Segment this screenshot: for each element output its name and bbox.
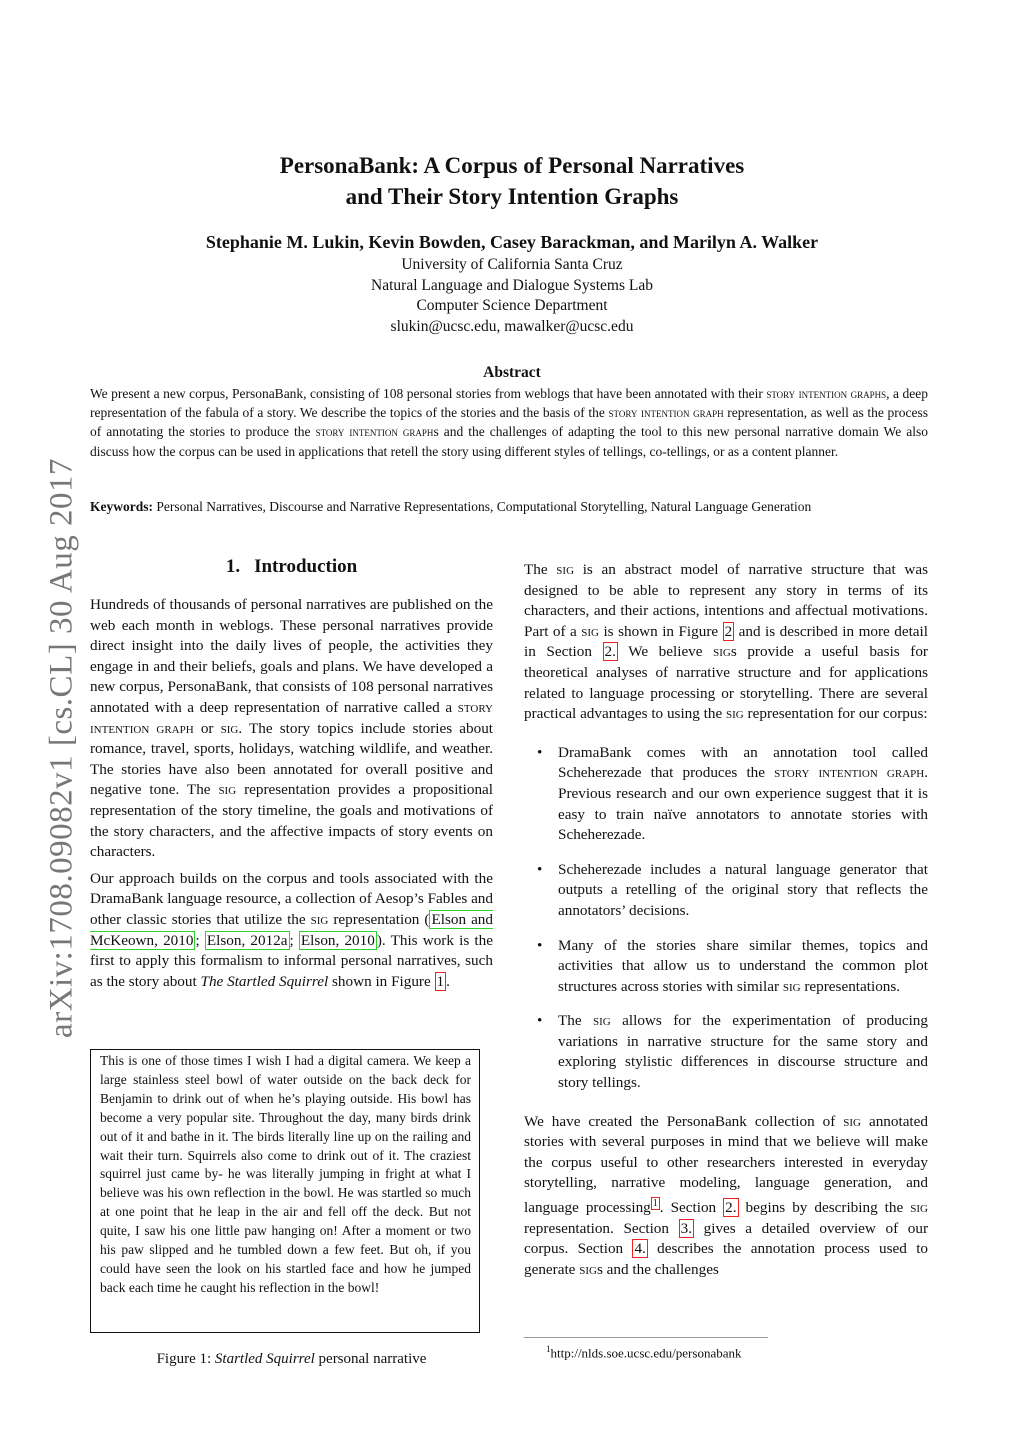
section-title: Introduction [254, 556, 358, 577]
list-item [524, 743, 928, 846]
abstract-part: representation, as well as the process of annotating the stories to produce the [90, 405, 928, 440]
footnote-url[interactable]: http://nlds.soe.ucsc.edu/personabank [550, 1345, 742, 1361]
term-sig: sig [556, 561, 575, 578]
citation-link[interactable]: Elson and McKeown, 2010 [90, 910, 493, 949]
intro-paragraph-1 [90, 595, 493, 863]
term-story-intention-graph: story intention graph [90, 698, 493, 737]
list-item [524, 936, 928, 998]
affiliation-department: Computer Science Department [416, 297, 608, 314]
text-run: . Previous research and our own experience suggest that it is easy to train naïve annotators to annotate stories with Scheherezade. [558, 764, 928, 844]
text-run: DramaBank comes with an annotation tool called Scheherezade that produces the [558, 743, 928, 782]
arxiv-stamp: arXiv:1708.09082v1 [cs.CL] 30 Aug 2017 [43, 458, 80, 1038]
text-run: is shown in Figure [599, 622, 723, 640]
text-run: The [524, 561, 557, 578]
term-sig: sig [310, 910, 329, 928]
text-run: gives a detailed overview of our corpus. Section [524, 1219, 929, 1258]
text-run: shown in Figure [328, 972, 435, 990]
bullet-icon: • [537, 1012, 543, 1030]
text-run: annotated stories with several purposes in mind that we believe will make the corpus useful to other researchers interested in everyday storytelling, narrative modeling, language generation, and language processing [524, 1112, 928, 1217]
term-sig: sig [726, 705, 744, 723]
left-column [90, 595, 493, 998]
right-column [524, 560, 928, 1286]
abstract-part: We present a new corpus, PersonaBank, consisting of 108 personal stories from weblogs that have been annotated with their [90, 386, 767, 401]
text-run: representation. Section [524, 1219, 679, 1237]
text-run: s provide a useful basis for theoretical analyses of narrative structure and for applications related to language processing or storytelling. There are several practical advantages to using the [524, 643, 928, 723]
list-item [524, 860, 928, 922]
bullet-icon: • [537, 936, 543, 954]
affiliations [0, 255, 1024, 337]
text-run: Our approach builds on the corpus and tools associated with the DramaBank language resource, a collection of Aesop’s Fables and other classic stories that utilize the [90, 869, 493, 928]
citation-link[interactable]: Elson, 2010 [300, 931, 375, 949]
keywords-label: Keywords: [90, 499, 153, 514]
advantages-list [524, 743, 928, 1094]
abstract-term: story intention graph [608, 405, 724, 421]
intro-paragraph-2 [90, 869, 493, 993]
term-sig: sig [593, 1012, 611, 1030]
caption-suffix: personal narrative [314, 1351, 427, 1367]
story-text: This is one of those times I wish I had a digital camera. We keep a large stainless steel bowl of water outside on the back deck for Benjamin to drink out of when he’s playing outside. His bowl has become a very popular site. Throughout the day, many birds drink out of it and bathe in it. The birds literally line up on the railing and wait their turn. Squirrels also come to drink out of it. The craziest squirrel just came by- he was literally jumping in fright at what I believe was his own reflection in the bowl. He was startled so much at one point that he leap in the air and fell off the deck. But not quite, I saw his one little paw hanging on! After a moment or two his paw slipped and he tumbled down a few feet. But oh, if you could have seen the look on his startled face and how he jumped back each time he caught his reflection in the bowl! [100, 1053, 471, 1295]
right-paragraph-2 [524, 1112, 928, 1281]
keywords [90, 497, 928, 516]
term-sig: sig [713, 643, 731, 661]
text-run: . [446, 972, 450, 990]
term-sig: sig [218, 781, 237, 799]
title-line-2: and Their Story Intention Graphs [345, 184, 679, 209]
term-sig: sig [220, 719, 239, 737]
text-run: The [558, 1012, 594, 1030]
text-run: allows for the experimentation of producing variations in narrative structure for the same story and exploring stylistic differences in discourse structure and story tellings. [558, 1012, 928, 1092]
text-run: describes the annotation process used to generate [524, 1240, 929, 1278]
caption-prefix: Figure 1: [156, 1351, 215, 1367]
bullet-icon: • [537, 860, 543, 878]
bullet-icon: • [537, 743, 543, 761]
figure-ref-link[interactable]: 1 [436, 972, 445, 990]
term-sig: sig [579, 1260, 597, 1278]
text-run: representations. [800, 977, 901, 995]
caption-italic: Startled Squirrel [214, 1351, 315, 1367]
author-list: Stephanie M. Lukin, Kevin Bowden, Casey Barackman, and Marilyn A. Walker [205, 232, 819, 252]
section-number: 1. [225, 556, 241, 577]
text-run: and is described in more detail in Section [524, 622, 928, 661]
term-sig: sig [843, 1112, 861, 1130]
footnote-number: 1 [546, 1344, 551, 1354]
text-run: representation provides a propositional representation of the story timeline, the goals and motivations of the story characters, and the affective impacts of story events on characters. [90, 781, 493, 861]
section-ref-link[interactable]: 2. [604, 643, 616, 661]
story-title: The Startled Squirrel [200, 972, 329, 990]
text-run: We have created the PersonaBank collection of [524, 1112, 844, 1130]
text-run: or [193, 719, 221, 737]
abstract-term: story intention graphs [766, 386, 887, 401]
title-line-1: PersonaBank: A Corpus of Personal Narratives [279, 153, 745, 178]
text-run: is an abstract model of narrative structure that was designed to be able to represent any story in terms of its characters, and their actions, intentions and affectual motivations. Part of a [524, 561, 928, 640]
affiliation-university: University of California Santa Cruz [401, 256, 623, 273]
section-ref-link[interactable]: 2. [725, 1199, 737, 1217]
footnote [546, 1344, 742, 1361]
text-run: ; [195, 931, 205, 949]
text-run: representation for our corpus: [743, 705, 928, 723]
text-run: s and the challenges [596, 1260, 719, 1278]
abstract-heading: Abstract [483, 364, 541, 381]
footnote-divider [524, 1337, 768, 1338]
term-sig: sig [782, 977, 801, 995]
section-ref-link[interactable]: 4. [634, 1240, 646, 1258]
text-run: ). This work is the first to apply this formalism to informal personal narratives, such as the story about [90, 931, 493, 990]
text-run: Scheherezade includes a natural language generator that outputs a retelling of the original story that reflects the annotators’ decisions. [558, 860, 928, 919]
paper-title [0, 150, 1024, 212]
abstract-part: s and the challenges of adapting the tool to this new personal narrative domain We also discuss how the corpus can be used in applications that retell the story using different styles of tellings, co-tellings, or as a content planner. [90, 424, 928, 459]
right-paragraph-1 [524, 560, 928, 725]
term-story-intention-graph: story intention graph [774, 764, 925, 782]
term-sig: sig [581, 622, 599, 640]
abstract-part: , a deep representation of the fabula of a story. We describe the topics of the stories and the basis of the [90, 386, 928, 421]
text-run: representation ( [328, 910, 430, 928]
section-ref-link[interactable]: 3. [680, 1219, 693, 1237]
text-run: ; [289, 931, 299, 949]
text-run: . Section [659, 1199, 724, 1217]
citation-link[interactable]: Elson, 2012a [206, 931, 288, 949]
keywords-list: Personal Narratives, Discourse and Narrative Representations, Computational Storytelling, Natural Language Generation [156, 499, 812, 514]
figure-1-story-box [90, 1049, 480, 1333]
term-sig: sig [910, 1199, 928, 1217]
text-run: We believe [617, 643, 714, 661]
author-emails: slukin@ucsc.edu, mawalker@ucsc.edu [390, 317, 634, 335]
affiliation-lab: Natural Language and Dialogue Systems Lab [371, 276, 653, 294]
abstract-text [90, 384, 928, 461]
figure-1-caption [90, 1351, 493, 1368]
figure-ref-link[interactable]: 2 [724, 622, 733, 640]
section-heading-introduction [90, 556, 493, 578]
footnote-ref-link[interactable]: 1 [652, 1198, 658, 1210]
text-run: . The story topics include stories about romance, travel, sports, holidays, watching wildlife, and weather. The stories have also been annotated for overall positive and negative tone. The [90, 719, 494, 799]
text-run: Many of the stories share similar themes, topics and activities that allow us to understand the common plot structures across stories with similar [558, 936, 928, 995]
text-run: begins by describing the [738, 1199, 911, 1217]
list-item [524, 1011, 928, 1093]
abstract-term: story intention graph [315, 424, 434, 440]
text-run: Hundreds of thousands of personal narratives are published on the web each month in weblogs. These personal narratives provide direct insight into the daily lives of people, the activities they engage in and their beliefs, goals and plans. We have developed a new corpus, PersonaBank, that consists of 108 personal narratives annotated with a deep representation of narrative called a [90, 596, 493, 716]
